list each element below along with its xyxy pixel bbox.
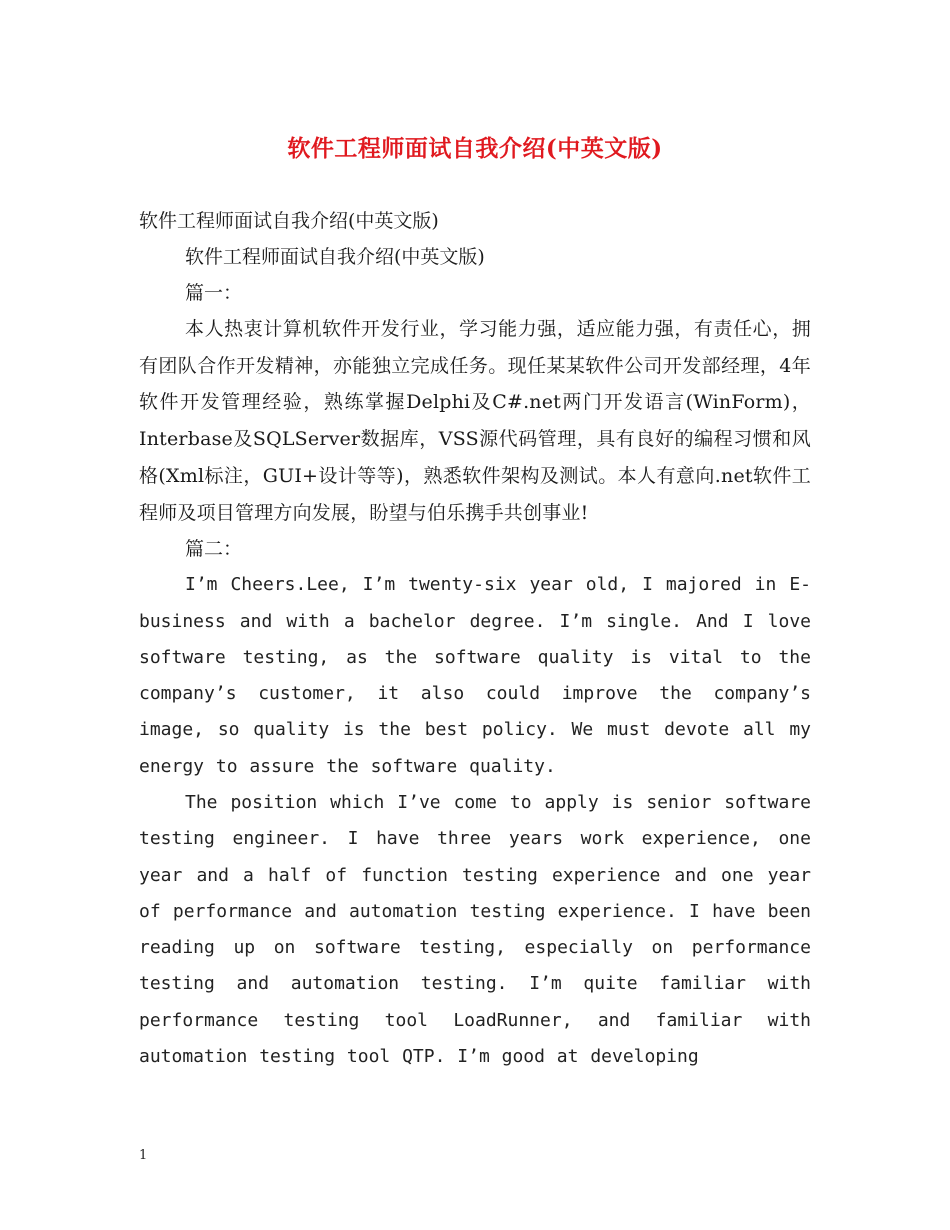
section-2-paragraph-2: The position which I’ve come to apply is senior software testing engineer. I have three years work experience, one year and a half of function testing experience and one year of performance and automation testing experience. I have been reading up on software testing, especially on performance testing and automation testing. I’m quite familiar with performance testing tool LoadRunner, and familiar with automation testing tool QTP. I’m good at developing: [139, 792, 811, 1068]
section-2-paragraph-1: I’m Cheers.Lee, I’m twenty-six year old, I majored in E-business and with a bachelor degree. I’m single. And I love software testing, as the software quality is vital to the company’s customer, it also could improve the company’s image, so quality is the best policy. We must devote all my energy to assure the software quality.: [139, 574, 811, 777]
section-label-2: 篇二：: [185, 538, 243, 561]
section-label-1: 篇一：: [185, 282, 243, 304]
body-heading: 软件工程师面试自我介绍(中英文版): [139, 210, 439, 232]
body-subheading: 软件工程师面试自我介绍(中英文版): [185, 246, 485, 268]
document-body: [139, 203, 811, 1075]
page-number: 1: [139, 1148, 148, 1163]
document-title: 软件工程师面试自我介绍(中英文版): [287, 135, 663, 162]
section-1-paragraph: 本人热衷计算机软件开发行业，学习能力强，适应能力强，有责任心，拥有团队合作开发精神，亦能独立完成任务。现任某某软件公司开发部经理，4年软件开发管理经验，熟练掌握Delphi及C#.net两门开发语言(WinForm)，Interbase及SQLServer数据库，VSS源代码管理，具有良好的编程习惯和风格(Xml标注，GUI+设计等等)，熟悉软件架构及测试。本人有意向.net软件工程师及项目管理方向发展，盼望与伯乐携手共创事业!: [139, 318, 811, 524]
